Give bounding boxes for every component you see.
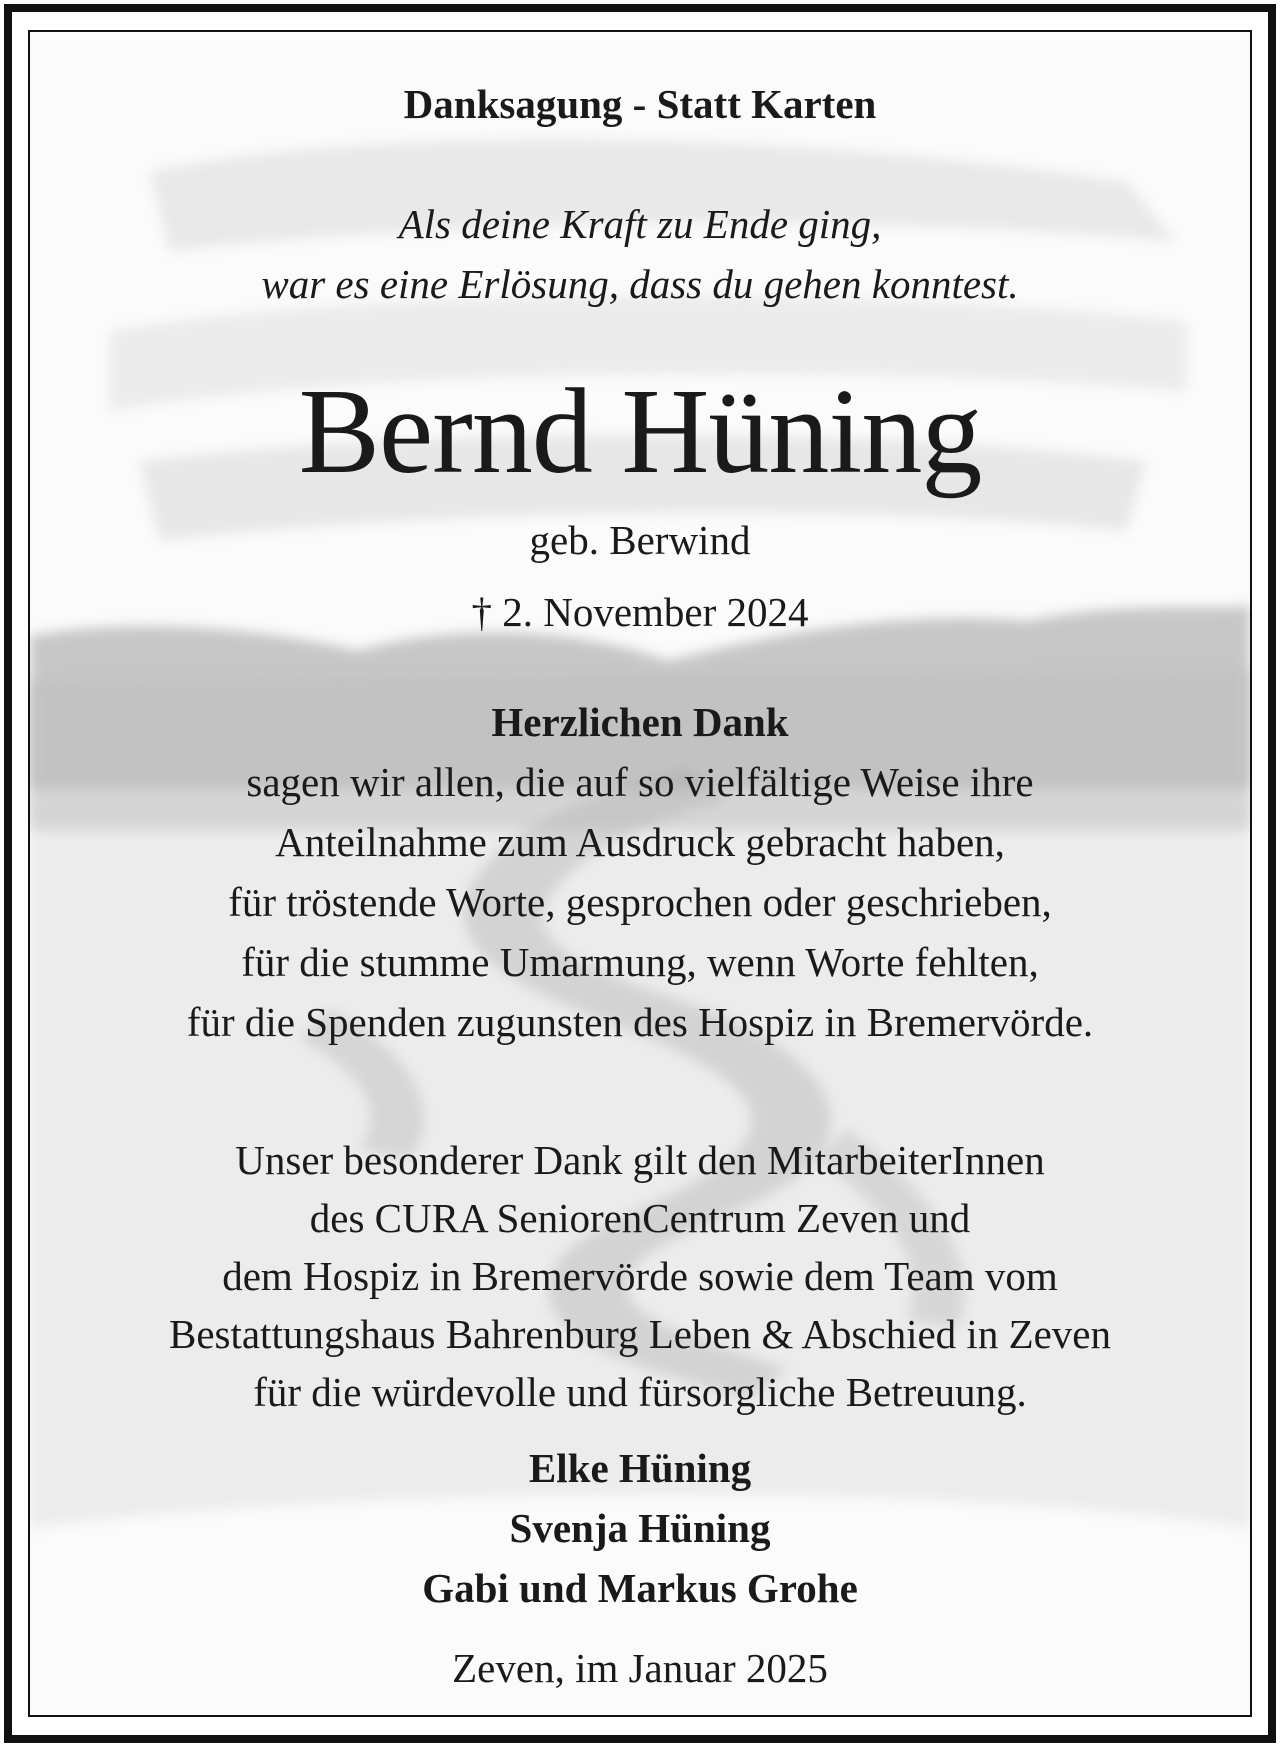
special-thanks-line-2: des CURA SeniorenCentrum Zeven und [309, 1195, 971, 1241]
thanks-line-1: sagen wir allen, die auf so vielfältige Weise ihre [246, 759, 1034, 805]
notice-heading: Danksagung - Statt Karten [403, 81, 877, 127]
notice-inner-frame [28, 30, 1252, 1717]
notice-content [30, 32, 1250, 1715]
special-thanks-line-1: Unser besonderer Dank gilt den MitarbeiterInnen [235, 1137, 1045, 1183]
special-thanks-line-5: für die würdevolle und fürsorgliche Betreuung. [253, 1369, 1027, 1415]
signatory-1: Elke Hüning [528, 1445, 752, 1491]
signatory-2: Svenja Hüning [509, 1505, 771, 1551]
thanks-line-5: für die Spenden zugunsten des Hospiz in Bremervörde. [186, 999, 1094, 1045]
special-thanks-line-3: dem Hospiz in Bremervörde sowie dem Team vom [222, 1253, 1058, 1299]
special-thanks-line-4: Bestattungshaus Bahrenburg Leben & Abschied in Zeven [168, 1311, 1112, 1357]
deceased-name: Bernd Hüning [298, 364, 982, 499]
signatory-3: Gabi und Markus Grohe [422, 1565, 858, 1611]
place-date: Zeven, im Januar 2025 [452, 1645, 828, 1691]
thanks-line-2: Anteilnahme zum Ausdruck gebracht haben, [275, 819, 1005, 865]
motto-line-1: Als deine Kraft zu Ende ging, [398, 201, 882, 247]
notice-outer-frame [4, 4, 1276, 1743]
birth-name: geb. Berwind [529, 517, 751, 563]
thanks-line-3: für tröstende Worte, gesprochen oder geschrieben, [228, 879, 1052, 925]
thanks-heading: Herzlichen Dank [491, 699, 789, 745]
motto-line-2: war es eine Erlösung, dass du gehen konntest. [261, 261, 1019, 307]
death-date: † 2. November 2024 [471, 589, 809, 635]
thanks-line-4: für die stumme Umarmung, wenn Worte fehlten, [241, 939, 1039, 985]
